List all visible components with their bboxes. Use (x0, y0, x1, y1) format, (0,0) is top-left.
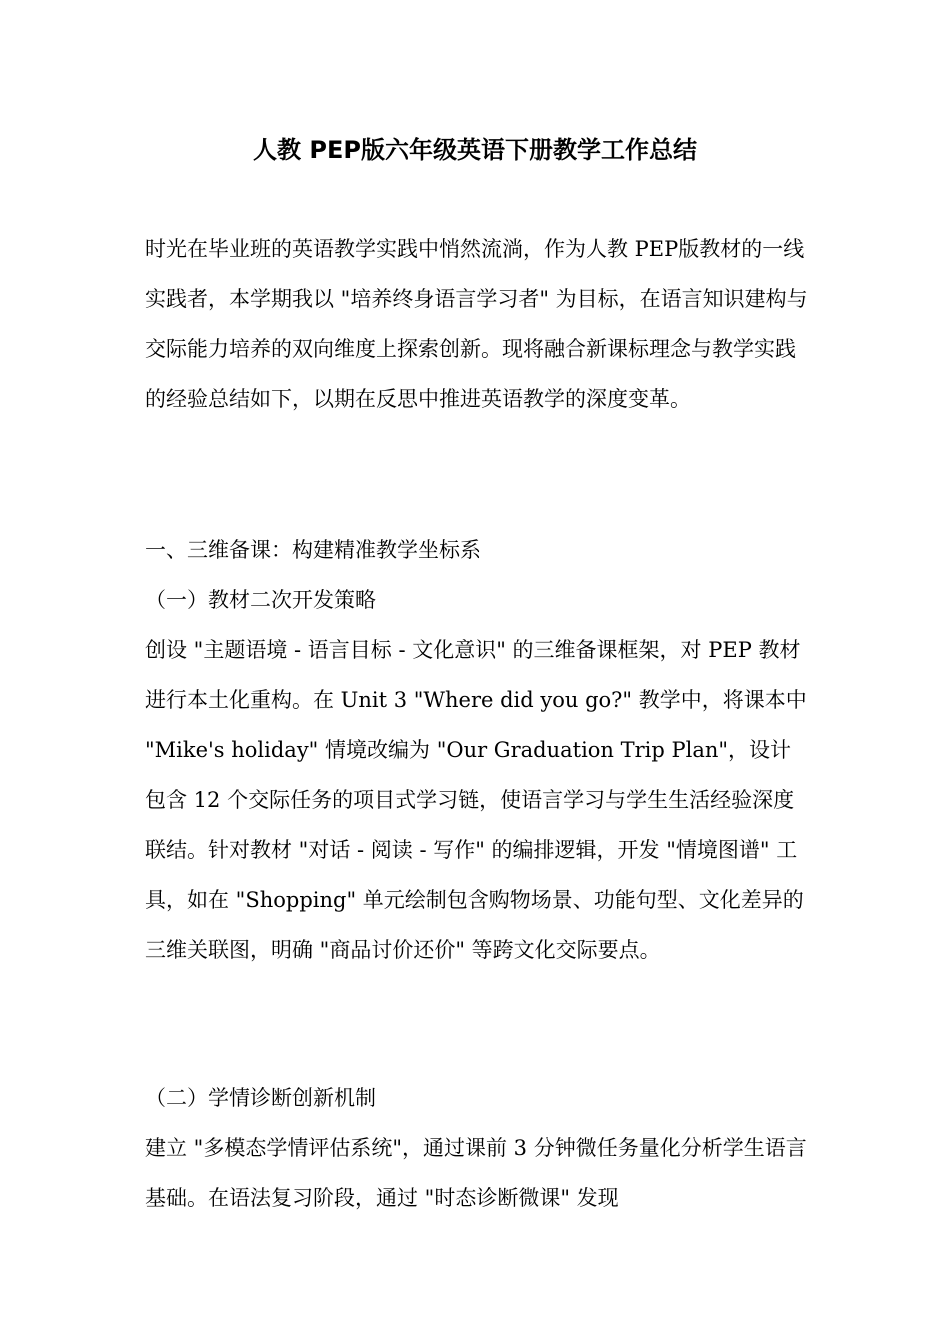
section-2-paragraph: 建立 "多模态学情评估系统"，通过课前 3 分钟微任务量化分析学生语言基础。在语法复习阶段，通过 "时态诊断微课" 发现 (145, 1136, 807, 1210)
intro-block (145, 224, 810, 424)
document-title: 人教 PEP版六年级英语下册教学工作总结 (253, 136, 697, 164)
section-2-subheading: （二）学情诊断创新机制 (145, 1086, 376, 1110)
section-2 (145, 1073, 810, 1223)
section-1-subheading: （一）教材二次开发策略 (145, 588, 376, 612)
section-1-paragraph: 创设 "主题语境 - 语言目标 - 文化意识" 的三维备课框架，对 PEP 教材进行本土化重构。在 Unit 3 "Where did you go?" 教学中，将课本中 "Mike's holiday" 情境改编为 "Our Graduation Trip Plan"，设计包含 12 个交际任务的项目式学习链，使语言学习与学生生活经验深度联结。针对教材 "对话 - 阅读 - 写作" 的编排逻辑，开发 "情境图谱" 工具，如在 "Shopping" 单元绘制包含购物场景、功能句型、文化差异的三维关联图，明确 "商品讨价还价" 等跨文化交际要点。 (145, 638, 807, 962)
section-1-heading: 一、三维备课：构建精准教学坐标系 (145, 538, 481, 562)
intro-paragraph: 时光在毕业班的英语教学实践中悄然流淌，作为人教 PEP版教材的一线实践者，本学期我以 "培养终身语言学习者" 为目标，在语言知识建构与交际能力培养的双向维度上探索创新。现将融合新课标理念与教学实践的经验总结如下，以期在反思中推进英语教学的深度变革。 (145, 237, 808, 411)
section-1 (145, 525, 810, 975)
